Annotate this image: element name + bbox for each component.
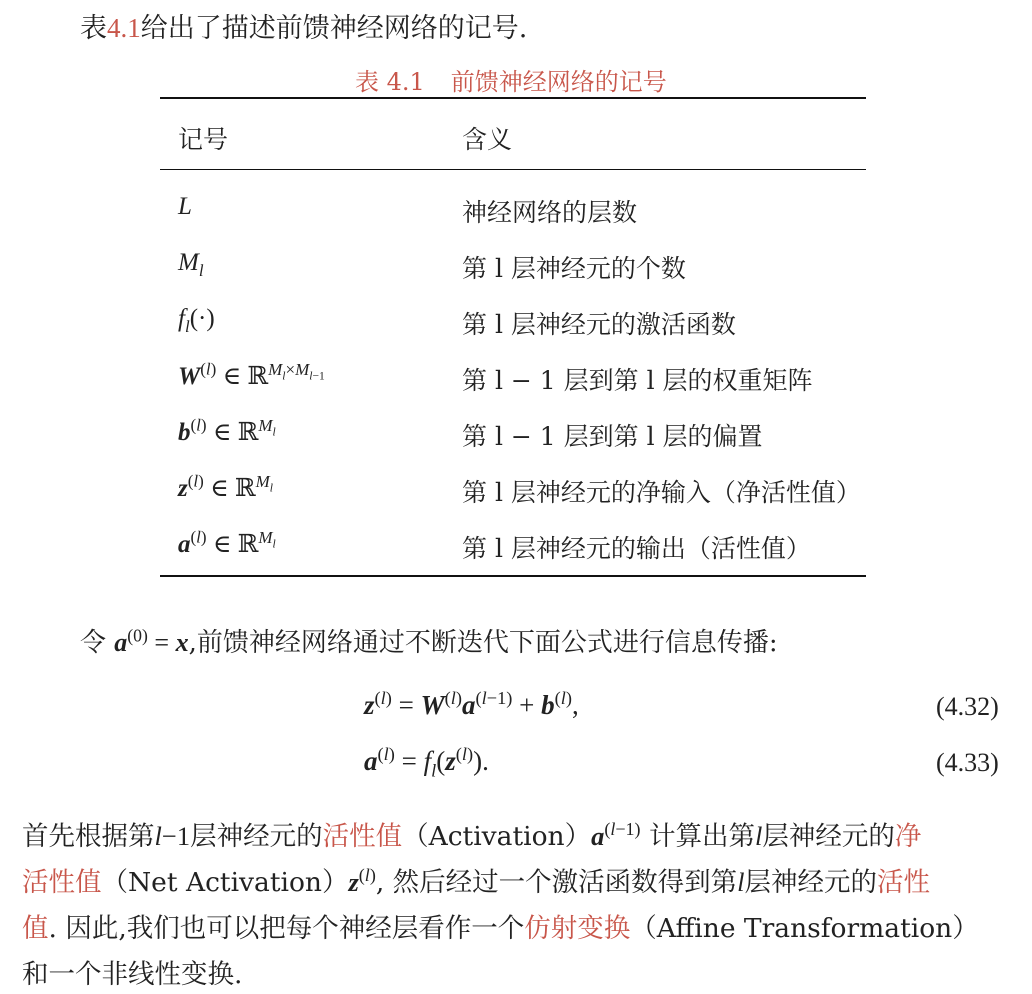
symbol-a: $a^{(l)}$ ∈ ℝ$^{M_l}$	[178, 527, 276, 558]
term-affine-transformation[interactable]: 仿射变换	[524, 913, 631, 944]
symbol-W: $W^{(l)}$ ∈ ℝ$^{M_l\times M_{l-1}}$	[178, 359, 325, 390]
caption-title: 前馈神经网络的记号	[450, 68, 667, 96]
term-activation[interactable]: 活性	[877, 867, 931, 898]
paragraph-line-4	[22, 952, 242, 991]
table-row-meaning: 第 l − 1 层到第 l 层的权重矩阵	[462, 366, 813, 395]
intro-sentence	[80, 6, 527, 45]
intro-prefix: 表	[80, 13, 107, 44]
caption-number: 表 4.1	[355, 68, 425, 96]
equation-number: (4.33)	[936, 748, 999, 777]
symbol-L: L	[178, 193, 192, 220]
equation-number: (4.32)	[936, 692, 999, 721]
text: . 因此,我们也可以把每个神经层看作一个	[48, 913, 525, 944]
table-caption	[355, 62, 667, 97]
table-header-rule	[160, 169, 866, 170]
term-activation[interactable]: 活性值	[322, 821, 403, 852]
table-row-meaning: 第 l 层神经元的个数	[462, 254, 686, 283]
table-bottom-rule	[160, 575, 866, 577]
text: 和一个非线性变换.	[22, 959, 243, 990]
symbol-f-l: $f_l(\cdot)$	[178, 305, 215, 336]
table-row-meaning: 第 l 层神经元的激活函数	[462, 310, 736, 339]
equation-4-32: $z^{(l)} = W^{(l)}a^{(l-1)} + b^{(l)}$,	[364, 688, 579, 720]
header-symbol: 记号	[178, 125, 229, 154]
table-row-meaning: 神经网络的层数	[462, 198, 638, 227]
text: （Affine Transformation）	[630, 913, 979, 944]
paragraph-line-2: 活性值（Net $Activation)z^{(l)}$, 然后经过一个激活函数得到第l层神经元的活性	[22, 865, 931, 898]
symbol-z: $z^{(l)}$ ∈ ℝ$^{M_l}$	[178, 471, 273, 502]
text: 计算出第	[648, 821, 755, 852]
text: , 然后经过一个激活函数得到第	[375, 867, 738, 898]
paragraph-line-3	[22, 906, 979, 945]
text: 层神经元的	[762, 821, 895, 852]
table-top-rule	[160, 97, 866, 99]
lead-word: 令	[80, 628, 107, 658]
text: 层神经元的	[190, 821, 323, 852]
text: 首先根据第	[22, 821, 155, 852]
table-row-meaning: 第 l − 1 层到第 l 层的偏置	[462, 422, 763, 451]
header-meaning: 含义	[462, 125, 513, 154]
term-net-activation[interactable]: 活性值	[22, 867, 102, 898]
text: （Activation）	[402, 821, 592, 852]
propagation-text: ,前馈神经网络通过不断迭代下面公式进行信息传播:	[188, 628, 778, 658]
paragraph-line-1: 首先根据第l−1层神经元的活性值$(Activation)a^{(l-1)}$ 计算出第l层神经元的净	[22, 819, 922, 852]
equation-4-33: $a^{(l)} = f_l(z^{(l)})$.	[364, 744, 489, 781]
symbol-M-l: $M_l$	[178, 249, 204, 280]
term-activation[interactable]: 值	[22, 913, 49, 944]
intro-suffix: 给出了描述前馈神经网络的记号.	[140, 13, 528, 44]
table-reference-link[interactable]: 4.1	[107, 13, 141, 43]
table-row-meaning: 第 l 层神经元的净输入（净活性值）	[462, 478, 861, 507]
table-row-meaning: 第 l 层神经元的输出（活性值）	[462, 534, 811, 563]
term-net-activation[interactable]: 净	[894, 821, 922, 852]
text: 层神经元的	[744, 867, 878, 898]
symbol-b: $b^{(l)}$ ∈ ℝ$^{M_l}$	[178, 415, 276, 446]
text: （Net Activation）	[101, 867, 349, 898]
propagation-sentence: 令 $a^{(0)} = x$,前馈神经网络通过不断迭代下面公式进行信息传播:	[80, 625, 778, 658]
